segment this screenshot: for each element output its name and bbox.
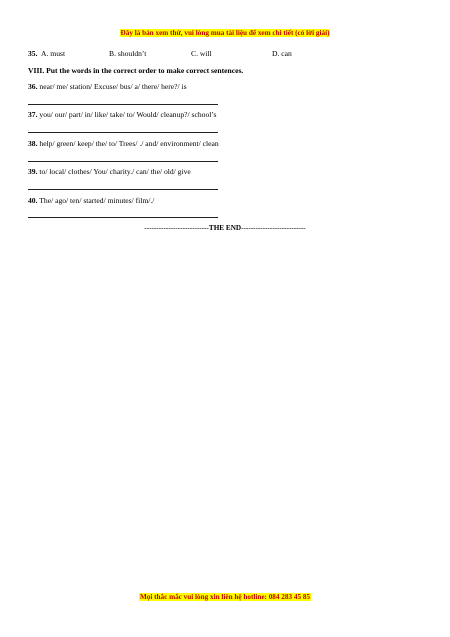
question-40 — [28, 196, 154, 205]
question-39 — [28, 167, 191, 176]
answer-line-40[interactable] — [28, 217, 218, 218]
question-text: to/ local/ clothes/ You/ charity./ can/ the/ old/ give — [39, 167, 191, 176]
end-dashes-right: --------------------------- — [241, 224, 306, 232]
answer-line-39[interactable] — [28, 189, 218, 190]
question-text: near/ me/ station/ Excuse/ bus/ a/ there/ here?/ is — [39, 82, 187, 91]
answer-line-38[interactable] — [28, 161, 218, 162]
question-38 — [28, 139, 219, 148]
question-text: you/ our/ part/ in/ like/ take/ to/ Would/ cleanup?/ school’s — [39, 110, 217, 119]
option-a: A. must — [41, 49, 66, 58]
section-8-title: VIII. Put the words in the correct order to make correct sentences. — [28, 66, 244, 75]
option-c: C. will — [191, 49, 212, 58]
hotline-text: Mọi thắc mắc vui lòng xin liên hệ hotline: 084 283 45 85 — [139, 593, 311, 601]
question-number: 36. — [28, 82, 38, 91]
question-text: help/ green/ keep/ the/ to/ Trees/ ./ and/ environment/ clean — [39, 139, 219, 148]
question-number: 35. — [28, 49, 38, 58]
answer-line-36[interactable] — [28, 104, 218, 105]
question-36 — [28, 82, 187, 91]
preview-notice-banner — [0, 29, 450, 37]
answer-line-37[interactable] — [28, 132, 218, 133]
option-d: D. can — [272, 49, 292, 58]
end-label: THE END — [208, 224, 242, 232]
question-number: 37. — [28, 110, 38, 119]
hotline-banner — [0, 593, 450, 601]
question-number: 40. — [28, 196, 38, 205]
question-37 — [28, 110, 216, 119]
option-b: B. shouldn’t — [109, 49, 147, 58]
the-end-marker — [0, 224, 450, 232]
end-dashes-left: --------------------------- — [144, 224, 209, 232]
question-number: 39. — [28, 167, 38, 176]
question-text: The/ ago/ ten/ started/ minutes/ film/./ — [39, 196, 155, 205]
question-number: 38. — [28, 139, 38, 148]
question-35 — [28, 49, 328, 58]
preview-notice-text: Đây là bản xem thử, vui lòng mua tài liệu để xem chi tiết (có lời giải) — [120, 29, 330, 37]
